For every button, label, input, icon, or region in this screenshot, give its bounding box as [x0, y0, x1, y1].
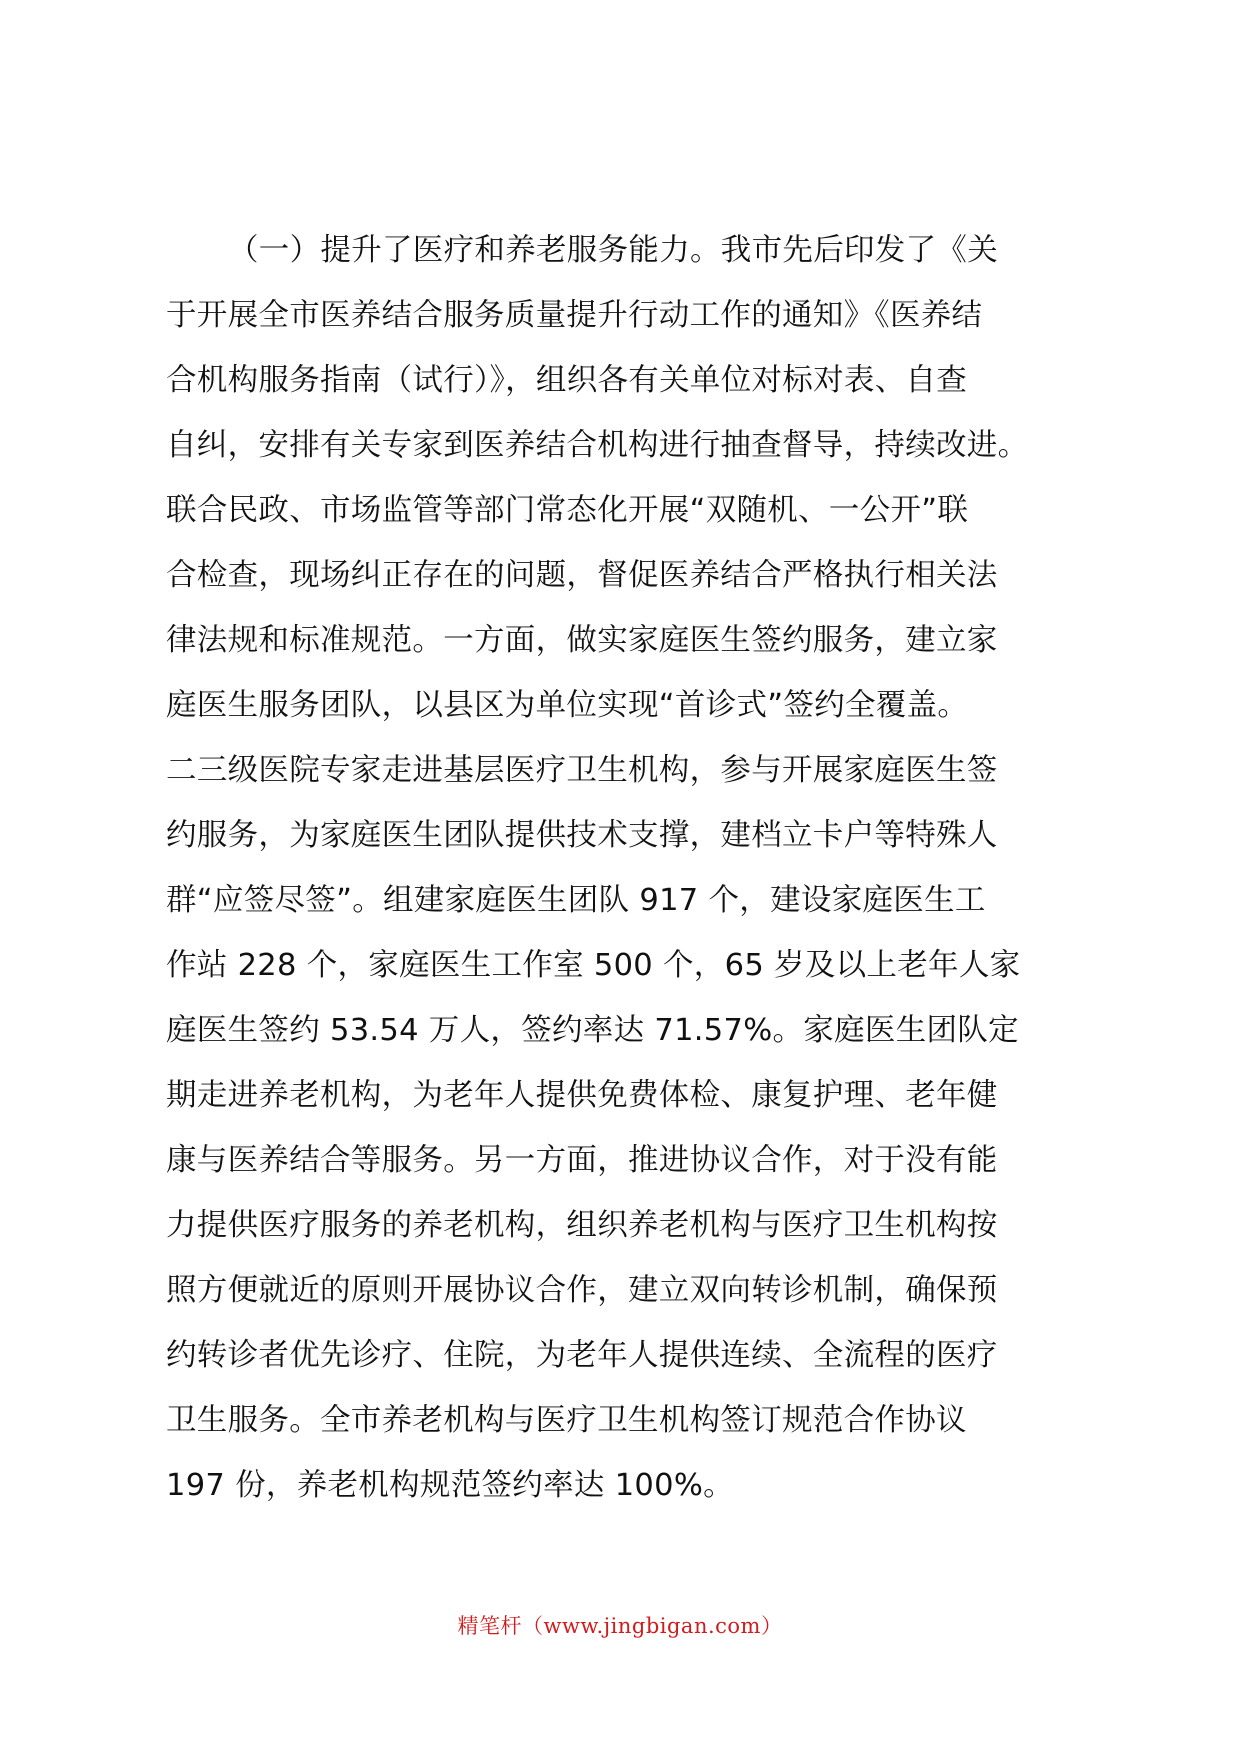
paragraph-line-13: 庭医生签约 53.54 万人，签约率达 71.57%。家庭医生团队定 [166, 1013, 1019, 1048]
footer-watermark: 精笔杆（www.jingbigan.com） [457, 1614, 783, 1638]
paragraph-line-14: 期走进养老机构，为老年人提供免费体检、康复护理、老年健 [166, 1078, 998, 1113]
paragraph-line-7: 律法规和标准规范。一方面，做实家庭医生签约服务，建立家 [166, 623, 998, 658]
paragraph-line-6: 合检查，现场纠正存在的问题，督促医养结合严格执行相关法 [166, 558, 998, 593]
paragraph-line-16: 力提供医疗服务的养老机构，组织养老机构与医疗卫生机构按 [166, 1208, 998, 1243]
paragraph-line-4: 自纠，安排有关专家到医养结合机构进行抽查督导，持续改进。 [166, 428, 1029, 463]
paragraph-line-18: 约转诊者优先诊疗、住院，为老年人提供连续、全流程的医疗 [166, 1338, 998, 1373]
paragraph-line-15: 康与医养结合等服务。另一方面，推进协议合作，对于没有能 [166, 1143, 998, 1178]
paragraph-line-12: 作站 228 个，家庭医生工作室 500 个，65 岁及以上老年人家 [166, 948, 1021, 983]
paragraph-line-9: 二三级医院专家走进基层医疗卫生机构，参与开展家庭医生签 [166, 753, 998, 788]
paragraph-line-5: 联合民政、市场监管等部门常态化开展“双随机、一公开”联 [166, 493, 969, 528]
paragraph-line-11: 群“应签尽签”。组建家庭医生团队 917 个，建设家庭医生工 [166, 883, 986, 918]
paragraph-line-17: 照方便就近的原则开展协议合作，建立双向转诊机制，确保预 [166, 1273, 998, 1308]
paragraph-line-3: 合机构服务指南（试行）》，组织各有关单位对标对表、自查 [166, 363, 968, 398]
paragraph-line-8: 庭医生服务团队，以县区为单位实现“首诊式”签约全覆盖。 [166, 688, 969, 723]
paragraph-line-20: 197 份，养老机构规范签约率达 100%。 [166, 1468, 734, 1503]
paragraph-line-10: 约服务，为家庭医生团队提供技术支撑，建档立卡户等特殊人 [166, 818, 998, 853]
body-paragraph [166, 218, 1096, 1518]
paragraph-line-19: 卫生服务。全市养老机构与医疗卫生机构签订规范合作协议 [166, 1403, 967, 1438]
paragraph-line-1: （一）提升了医疗和养老服务能力。我市先后印发了《关 [228, 233, 998, 268]
paragraph-line-2: 于开展全市医养结合服务质量提升行动工作的通知》《医养结 [166, 298, 983, 333]
